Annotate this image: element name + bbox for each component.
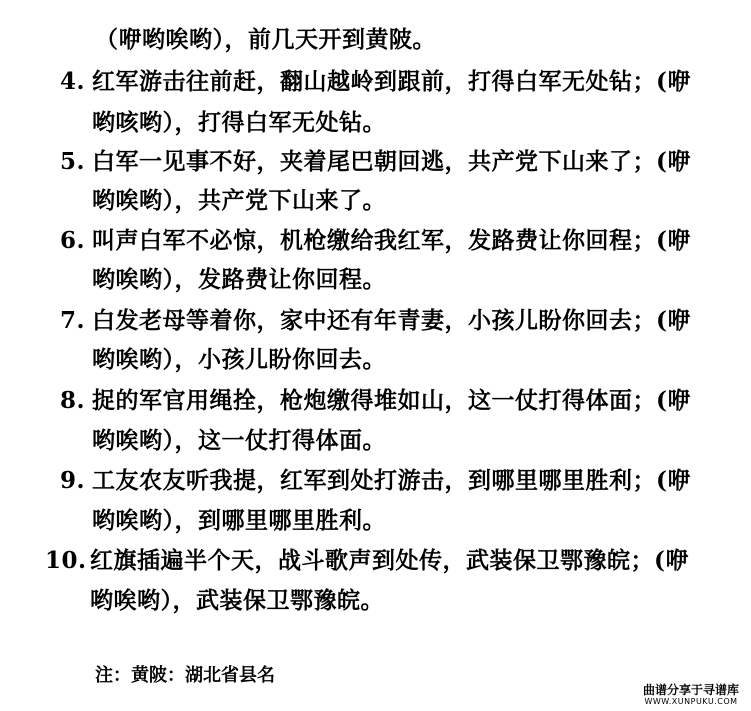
- watermark-title: 曲谱分享于寻谱库: [642, 683, 739, 697]
- verse-7-line-1: [60, 307, 691, 335]
- verse-text: 哟唉哟），武装保卫鄂豫皖。: [90, 587, 384, 614]
- verse-4-line-2: [92, 109, 386, 137]
- verse-text: 红军游击往前赶，翻山越岭到跟前，打得白军无处钻；(咿: [92, 68, 691, 95]
- footnote: 注：黄陂：湖北省县名: [95, 665, 275, 686]
- verse-number: 4.: [60, 68, 86, 95]
- verse-number: 10.: [45, 547, 87, 574]
- verse-number: 8.: [60, 387, 86, 414]
- verse-10-line-1: [45, 547, 689, 575]
- verse-text: 捉的军官用绳拴，枪炮缴得堆如山，这一仗打得体面；(咿: [92, 387, 691, 414]
- verse-number: 5.: [60, 148, 86, 175]
- verse-number: 6.: [60, 227, 86, 254]
- verse-5-line-2: [92, 187, 386, 215]
- verse-3-continuation: [95, 26, 436, 54]
- verse-4-line-1: [60, 68, 691, 96]
- verse-6-line-1: [60, 227, 691, 255]
- watermark-url: WWW.XUNPUKU.COM: [644, 697, 738, 706]
- verse-9-line-1: [60, 467, 691, 495]
- verse-9-line-2: [92, 507, 386, 535]
- verse-text: 哟唉哟），这一仗打得体面。: [92, 427, 386, 454]
- verse-8-line-2: [92, 427, 386, 455]
- verse-text: 哟唉哟），小孩儿盼你回去。: [92, 346, 386, 373]
- verse-5-line-1: [60, 148, 691, 176]
- verse-text: 哟唉哟），共产党下山来了。: [92, 187, 386, 214]
- verse-text: （咿哟唉哟），前几天开到黄陂。: [95, 26, 436, 53]
- verse-text: 红旗插遍半个天，战斗歌声到处传，武装保卫鄂豫皖；(咿: [90, 547, 689, 574]
- verse-text: 哟唉哟），发路费让你回程。: [92, 266, 386, 293]
- verse-number: 7.: [60, 307, 86, 334]
- verse-number: 9.: [60, 467, 86, 494]
- verse-10-line-2: [90, 587, 384, 615]
- verse-text: 哟唉哟），到哪里哪里胜利。: [92, 507, 386, 534]
- verse-text: 哟咳哟），打得白军无处钻。: [92, 109, 386, 136]
- verse-8-line-1: [60, 387, 691, 415]
- watermark: [643, 683, 739, 707]
- verse-7-line-2: [92, 346, 386, 374]
- verse-text: 工友农友听我提，红军到处打游击，到哪里哪里胜利；(咿: [92, 467, 691, 494]
- verse-text: 白军一见事不好，夹着尾巴朝回逃，共产党下山来了；(咿: [92, 148, 691, 175]
- verse-6-line-2: [92, 266, 386, 294]
- verse-text: 白发老母等着你，家中还有年青妻，小孩儿盼你回去；(咿: [92, 307, 691, 334]
- verse-text: 叫声白军不必惊，机枪缴给我红军，发路费让你回程；(咿: [92, 227, 691, 254]
